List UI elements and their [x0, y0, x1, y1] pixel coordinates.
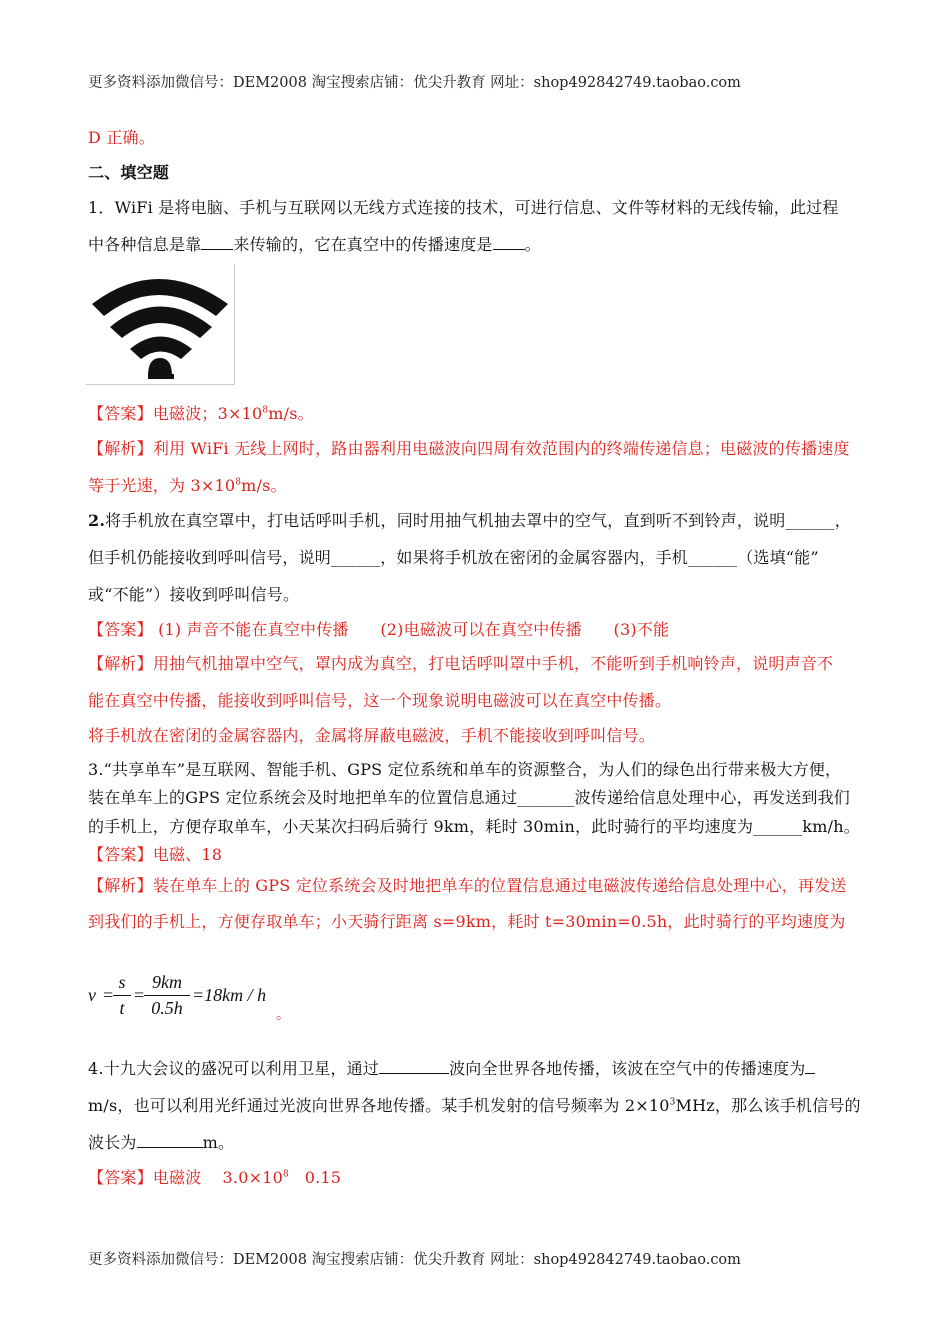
prev-answer-tail: D 正确。	[88, 128, 155, 147]
q1-answer-exp: 8	[262, 405, 269, 416]
answer-tag: 【答案】	[88, 404, 153, 423]
q3-analysis-2: 到我们的手机上，方便存取单车；小天骑行距离 s=9km，耗时 t=30min=0.5h，此时骑行的平均速度为	[88, 912, 846, 931]
q3-answer	[88, 845, 222, 865]
formula-t: t	[119, 998, 125, 1018]
q1-analysis-text-1: 利用 WiFi 无线上网时，路由器利用电磁波向四周有效范围内的终端传递信息；电磁波的传播速度	[152, 439, 850, 458]
q1-answer-unit: m/s。	[268, 404, 314, 423]
section-title: 二、填空题	[88, 163, 170, 182]
formula-fraction-1	[113, 972, 131, 1019]
q1-analysis-2	[88, 476, 287, 496]
q4-text-1a: 4.十九大会议的盛况可以利用卫星，通过	[88, 1059, 380, 1078]
q1-answer	[88, 404, 314, 424]
q1-text-b: 来传输的，它在真空中的传播速度是	[233, 235, 493, 254]
q2-analysis-text-1: 用抽气机抽罩中空气，罩内成为真空，打电话呼叫罩中手机，不能听到手机响铃声，说明声音不	[152, 654, 834, 673]
q4-answer-exp: 8	[282, 1169, 289, 1180]
q4-blank-2	[805, 1059, 815, 1074]
formula-numerator: 9km	[144, 972, 190, 996]
wifi-icon	[86, 264, 234, 384]
wifi-image	[86, 264, 235, 385]
q4-line1	[88, 1059, 815, 1079]
q3-line3: 的手机上，方便存取单车，小天某次扫码后骑行 9km，耗时 30min，此时骑行的平均速度为______km/h。	[88, 817, 860, 836]
answer-tag: 【答案】	[88, 845, 153, 864]
q1-blank-2	[493, 235, 525, 250]
answer-tag: 【答案】	[88, 1168, 153, 1187]
formula-denominator: 0.5h	[151, 998, 183, 1018]
q2-line2: 但手机仍能接收到呼叫信号，说明______，如果将手机放在密闭的金属容器内，手机______（选填“能”	[88, 548, 819, 567]
q3-analysis-text-1: 装在单车上的 GPS 定位系统会及时地把单车的位置信息通过电磁波传递给信息处理中心，再发送	[152, 876, 847, 895]
formula-result: =18km / h	[192, 985, 267, 1005]
q1-analysis-1	[88, 439, 850, 459]
q4-answer	[88, 1168, 341, 1188]
analysis-tag: 【解析】	[88, 876, 153, 895]
q4-text-1b: 波向全世界各地传播，该波在空气中的传播速度为	[449, 1059, 806, 1078]
formula-eq-2: =	[134, 985, 145, 1005]
q4-text-2b: MHz，那么该手机信号的	[675, 1096, 861, 1115]
q4-text-3b: m。	[202, 1133, 235, 1152]
q2-analysis-2: 能在真空中传播，能接收到呼叫信号，这一个现象说明电磁波可以在真空中传播。	[88, 691, 672, 710]
q4-blank-1	[379, 1059, 449, 1074]
q2-line3: 或“不能”）接收到呼叫信号。	[88, 585, 300, 604]
q2-text-1: 将手机放在真空罩中，打电话呼叫手机，同时用抽气机抽去罩中的空气，直到听不到铃声，说明______，	[105, 511, 851, 530]
q4-line3	[88, 1133, 234, 1153]
formula-s: s	[113, 972, 131, 996]
analysis-tag: 【解析】	[88, 654, 153, 673]
q3-answer-text: 电磁、18	[152, 845, 223, 864]
formula-v: v	[88, 985, 96, 1005]
q2-answer	[88, 620, 669, 640]
q2-analysis-3: 将手机放在密闭的金属容器内，金属将屏蔽电磁波，手机不能接收到呼叫信号。	[88, 726, 656, 745]
q2-number: 2.	[88, 511, 106, 530]
q1-line2	[88, 235, 541, 255]
q1-text-a: 中各种信息是靠	[88, 235, 202, 254]
q4-answer-text-b: 0.15	[288, 1168, 342, 1187]
q1-blank-1	[201, 235, 233, 250]
q1-analysis-text-2a: 等于光速，为 3×10	[88, 476, 236, 495]
formula-fraction-2	[144, 972, 190, 1019]
q3-line1: 3.“共享单车”是互联网、智能手机、GPS 定位系统和单车的资源整合，为人们的绿色出行带来极大方便，	[88, 760, 842, 779]
q4-line2	[88, 1096, 861, 1116]
q1-text-c: 。	[524, 235, 541, 254]
q1-answer-text: 电磁波；3×10	[152, 404, 263, 423]
q1-analysis-exp: 8	[235, 477, 242, 488]
q2-line1	[88, 511, 851, 531]
page-header: 更多资料添加微信号：DEM2008 淘宝搜索店铺：优尖升教育 网址：shop492842749.taobao.com	[88, 75, 741, 91]
q4-text-3a: 波长为	[88, 1133, 137, 1152]
q3-line2: 装在单车上的GPS 定位系统会及时地把单车的位置信息通过_______波传递给信息处理中心，再发送到我们	[88, 788, 850, 807]
q1-line1: 1．WiFi 是将电脑、手机与互联网以无线方式连接的技术，可进行信息、文件等材料的无线传输，此过程	[88, 198, 839, 217]
q4-text-2a: m/s，也可以利用光纤通过光波向世界各地传播。某手机发射的信号频率为 2×10	[88, 1096, 670, 1115]
q1-analysis-text-2b: m/s。	[241, 476, 287, 495]
q4-exp: 3	[669, 1097, 676, 1108]
q2-analysis-1	[88, 654, 833, 674]
q4-answer-text-a: 电磁波 3.0×10	[152, 1168, 283, 1187]
formula-eq-1: =	[103, 985, 114, 1005]
q3-analysis-1	[88, 876, 847, 896]
q2-answer-text: (1) 声音不能在真空中传播 (2)电磁波可以在真空中传播 (3)不能	[152, 620, 670, 639]
analysis-tag: 【解析】	[88, 439, 153, 458]
answer-tag: 【答案】	[88, 620, 153, 639]
formula-end: 。	[276, 1008, 290, 1023]
page-footer: 更多资料添加微信号：DEM2008 淘宝搜索店铺：优尖升教育 网址：shop492842749.taobao.com	[88, 1252, 741, 1268]
q4-blank-3	[137, 1133, 203, 1148]
